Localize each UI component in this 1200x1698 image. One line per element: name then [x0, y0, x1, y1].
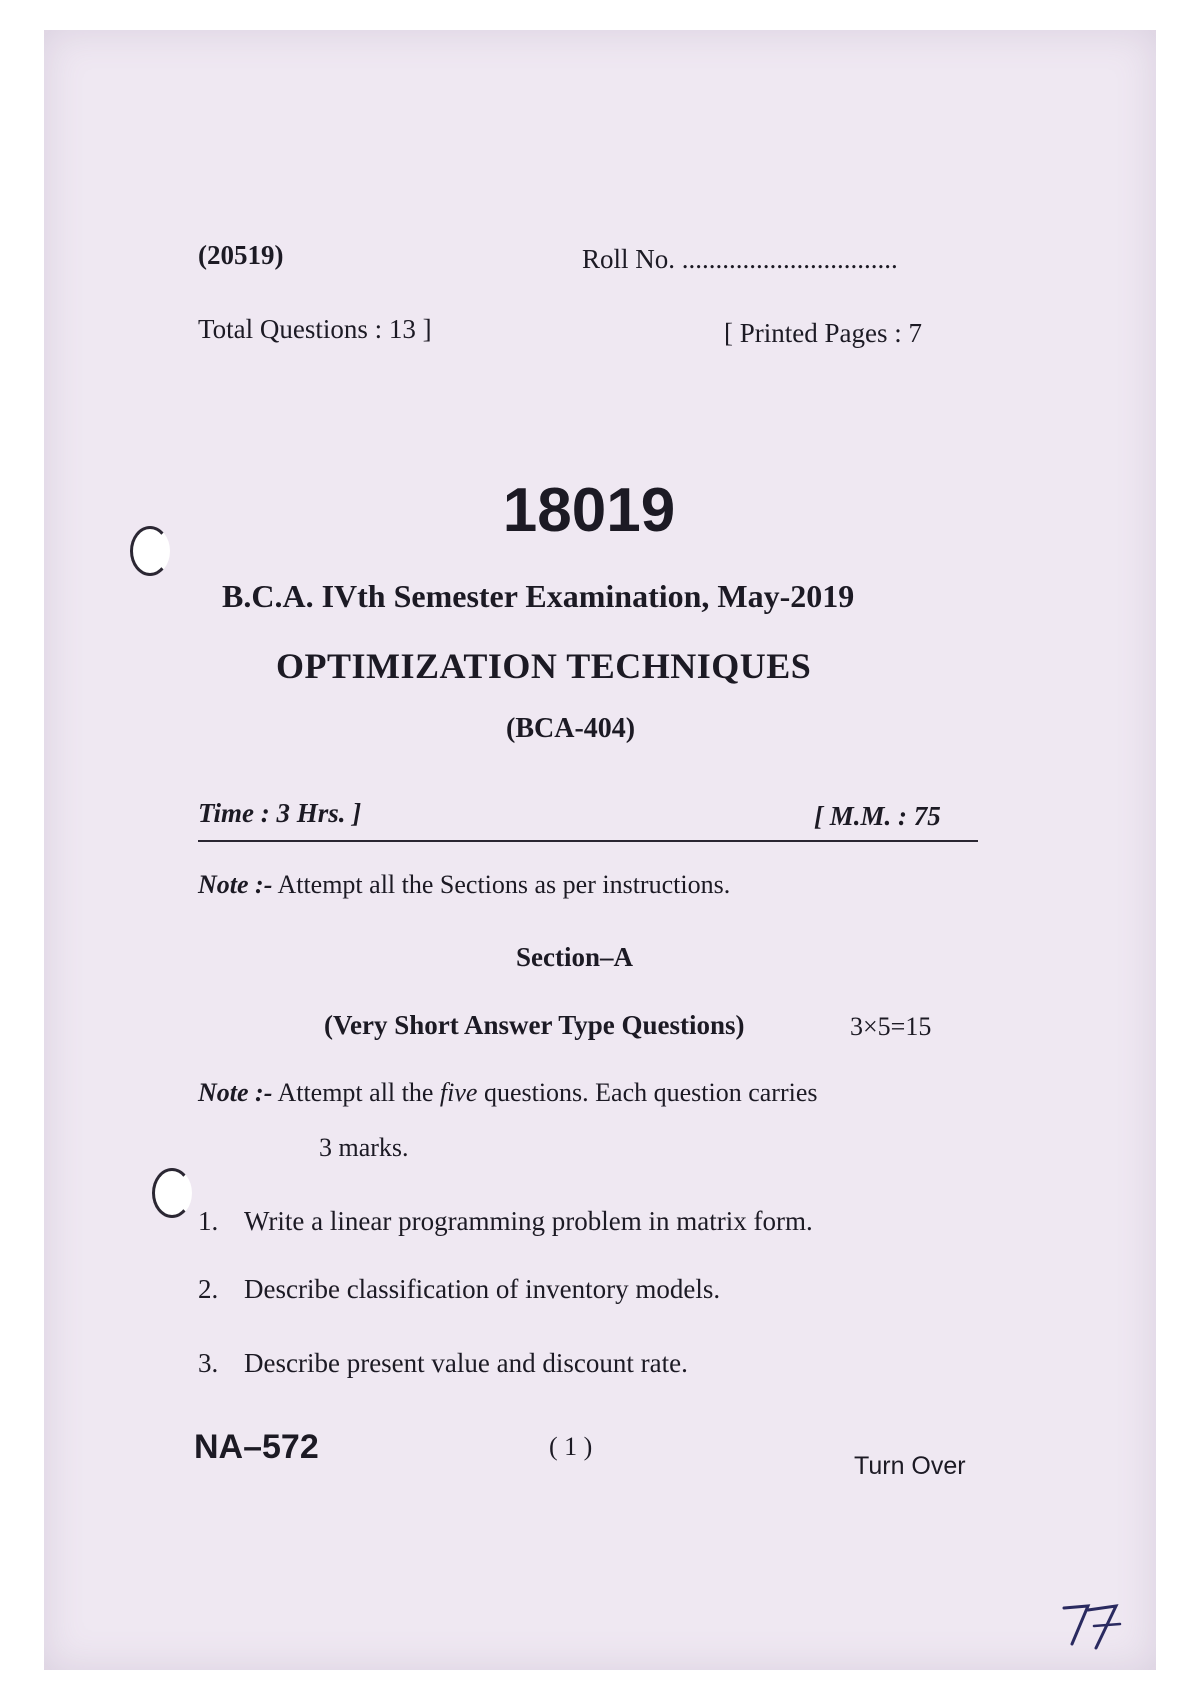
- note-label: Note :-: [198, 870, 273, 899]
- handwritten-mark: [1058, 1598, 1130, 1654]
- subject-title: OPTIMIZATION TECHNIQUES: [276, 646, 812, 686]
- maximum-marks: [ M.M. : 75: [814, 801, 941, 831]
- question-2: [198, 1274, 720, 1305]
- question-text: Describe present value and discount rate.: [244, 1348, 688, 1378]
- question-3: [198, 1348, 688, 1379]
- header-divider: [198, 840, 978, 842]
- question-number: 2.: [198, 1274, 219, 1304]
- section-marks: 3×5=15: [850, 1012, 932, 1041]
- punch-hole-icon: [152, 1168, 192, 1218]
- footer-paper-code: NA–572: [194, 1428, 319, 1466]
- exam-paper-page: [44, 30, 1156, 1670]
- total-questions: Total Questions : 13 ]: [198, 314, 432, 344]
- turn-over-label: Turn Over: [854, 1452, 966, 1480]
- section-note: [198, 1078, 818, 1108]
- note-text-after: questions. Each question carries: [477, 1078, 818, 1107]
- page-number: ( 1 ): [549, 1432, 593, 1461]
- section-subtitle: (Very Short Answer Type Questions): [324, 1010, 745, 1040]
- roll-number-field: Roll No. ................................: [582, 244, 898, 274]
- general-note: [198, 870, 730, 900]
- question-number: 3.: [198, 1348, 219, 1378]
- exam-title: B.C.A. IVth Semester Examination, May-2019: [222, 578, 855, 614]
- question-text: Describe classification of inventory models.: [244, 1274, 721, 1304]
- note-label: Note :-: [198, 1078, 273, 1107]
- question-number: 1.: [198, 1206, 219, 1236]
- question-1: [198, 1206, 813, 1237]
- printed-pages: [ Printed Pages : 7: [724, 318, 922, 348]
- punch-hole-icon: [130, 526, 170, 576]
- subject-code: (BCA-404): [506, 713, 636, 744]
- paper-code: (20519): [198, 240, 284, 270]
- section-title: Section–A: [516, 942, 633, 972]
- section-note-continued: 3 marks.: [319, 1133, 409, 1162]
- note-text: Attempt all the Sections as per instructions.: [277, 870, 731, 899]
- exam-code: 18019: [502, 476, 676, 545]
- note-text-before: Attempt all the: [277, 1078, 440, 1107]
- time-allowed: Time : 3 Hrs. ]: [198, 798, 362, 828]
- note-text-emphasis: five: [439, 1078, 478, 1107]
- question-text: Write a linear programming problem in matrix form.: [244, 1206, 813, 1236]
